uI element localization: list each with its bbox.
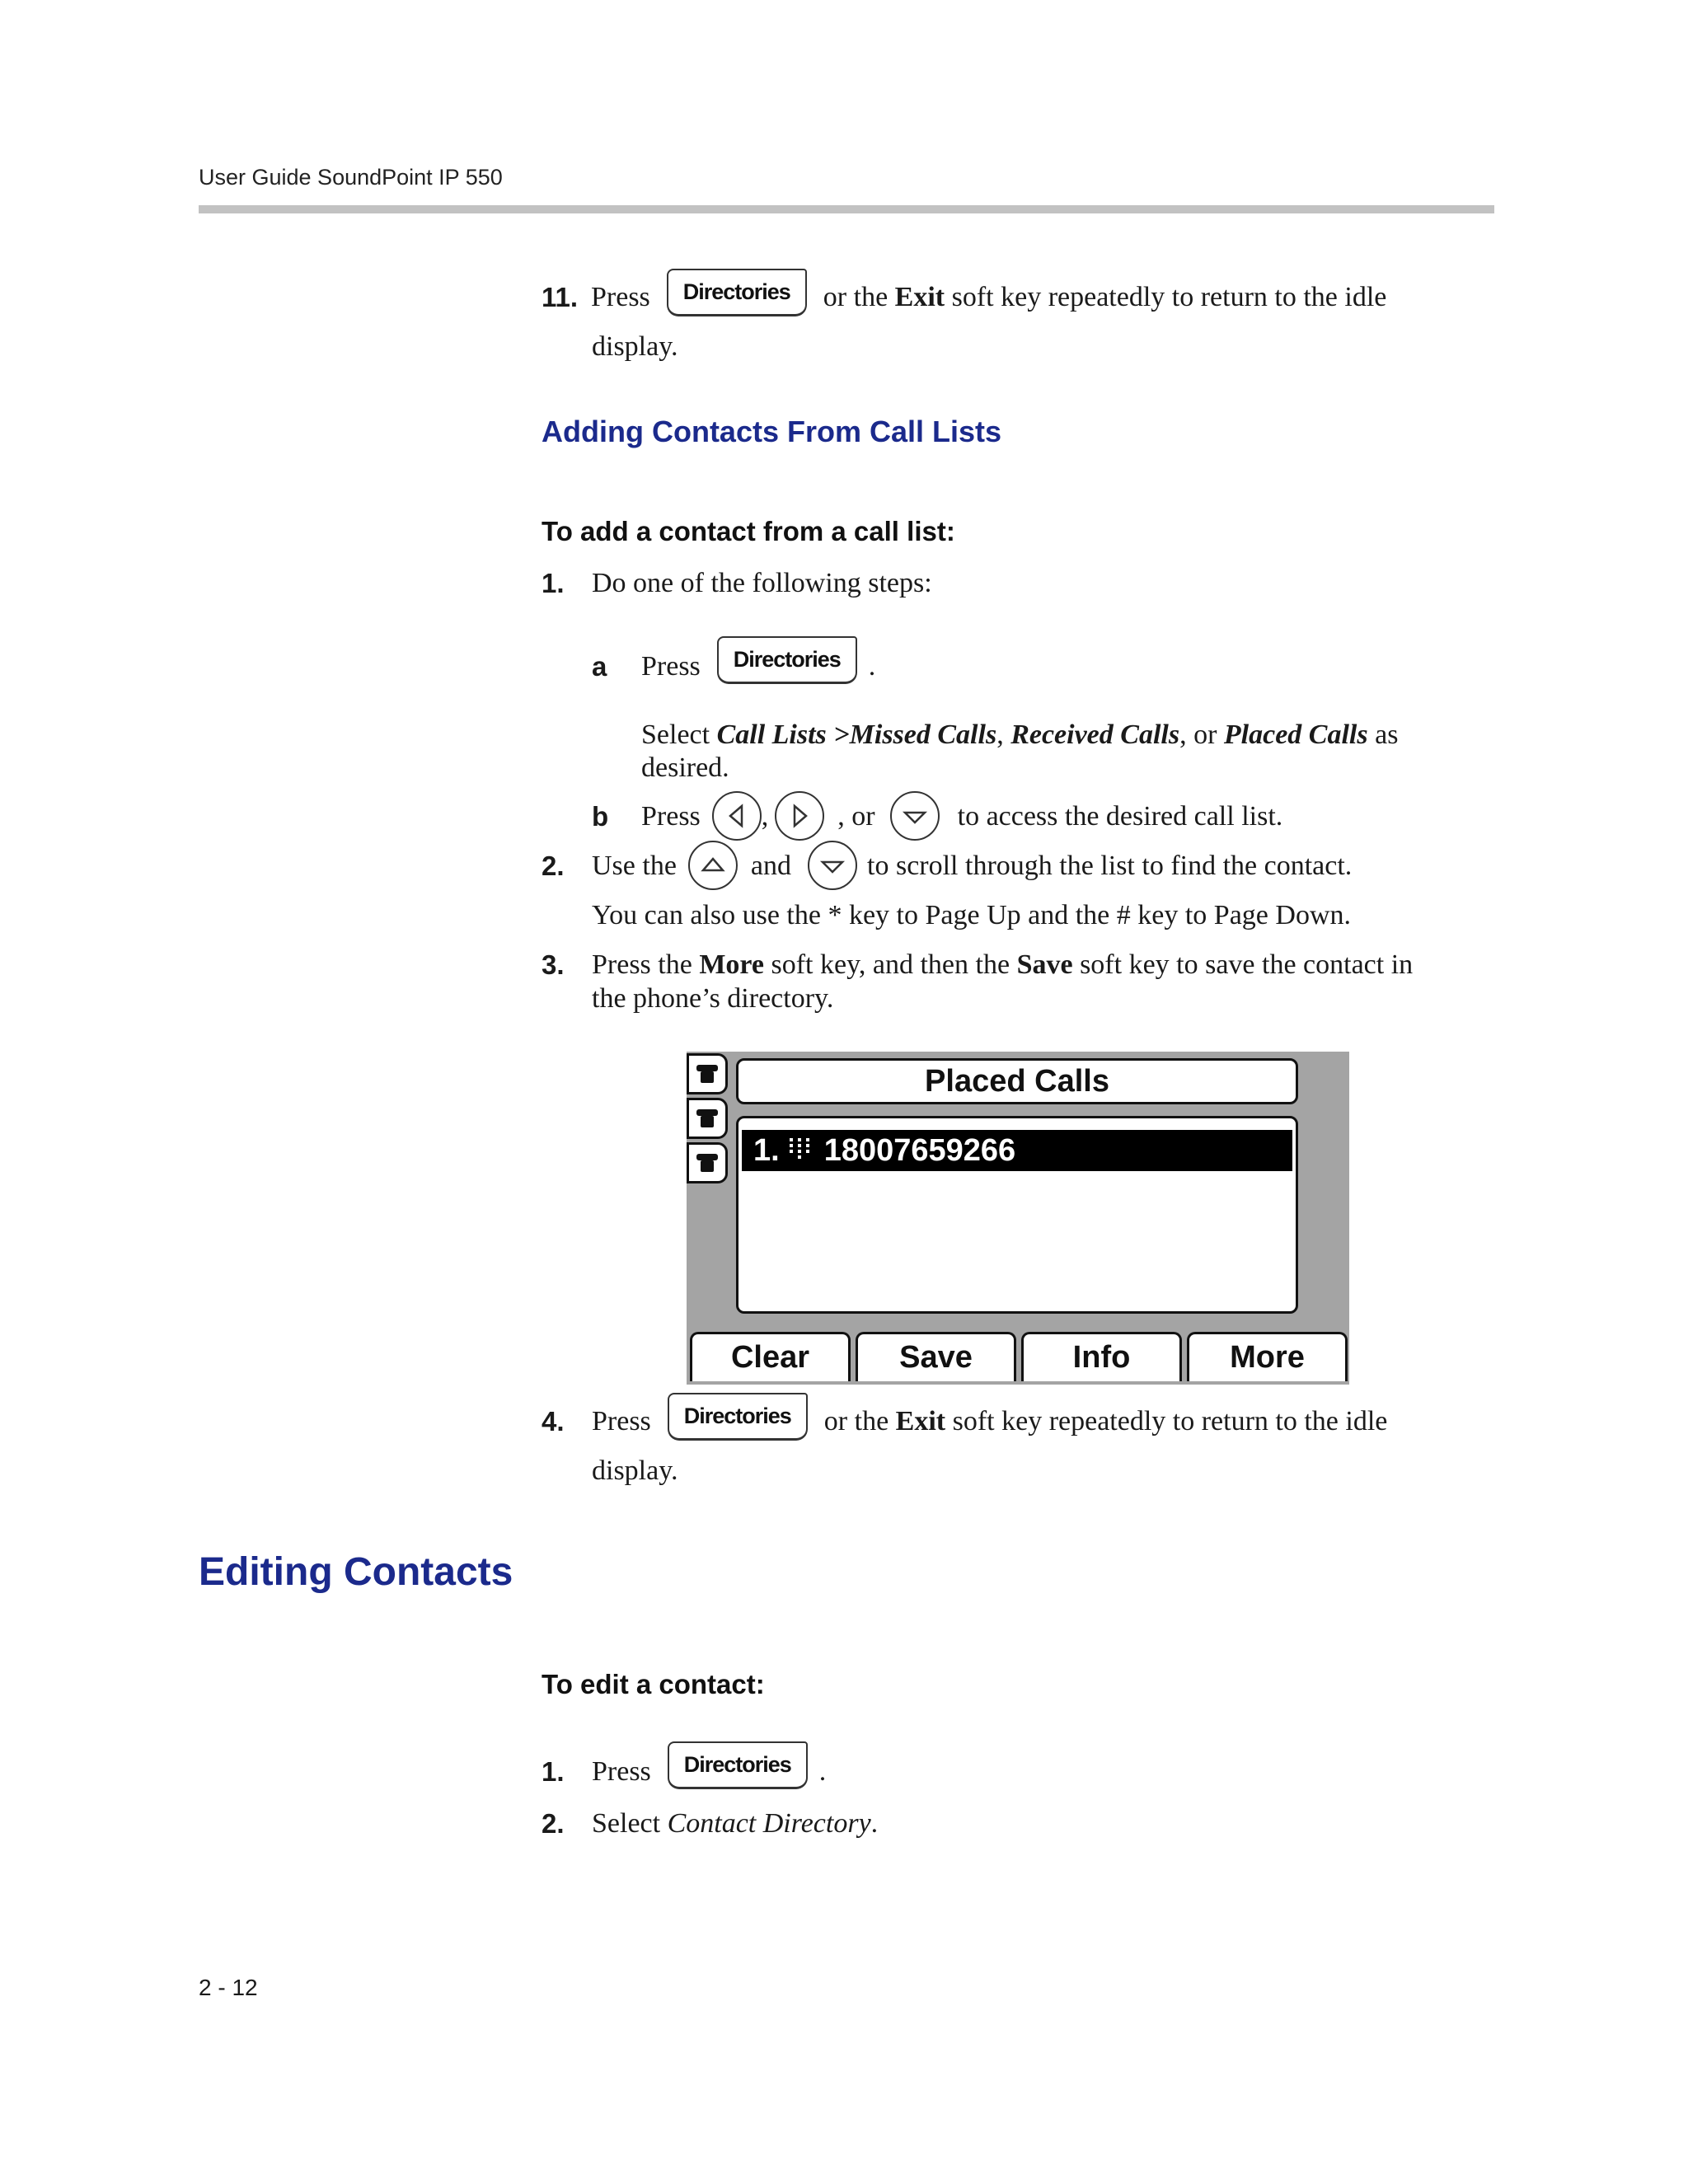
step-text: Press [641, 800, 701, 832]
step-text: Do one of the following steps: [592, 568, 932, 598]
step-text: or the [823, 281, 889, 312]
menu-item-contact-directory: Contact Directory [667, 1808, 871, 1839]
procedure-heading: To add a contact from a call list: [542, 516, 955, 546]
directories-key: Directories [668, 1393, 808, 1441]
step-text: soft key repeatedly to return to the idle [952, 1405, 1388, 1436]
phone-screen-placed-calls [687, 1052, 1349, 1385]
substep-letter: a [592, 650, 607, 682]
header-rule [199, 205, 1494, 213]
step-text: . [868, 650, 876, 682]
directories-key: Directories [667, 269, 807, 316]
menu-item-received-calls: Received Calls [1010, 719, 1180, 750]
step-text: , or [837, 800, 875, 832]
add-step-1 [542, 566, 932, 600]
list-item-index: 1. [753, 1132, 780, 1168]
step-text: soft key to save the contact in [1080, 949, 1414, 980]
step-text: to access the desired call list. [957, 800, 1283, 832]
punct: . [870, 1808, 879, 1839]
step-text: as [1375, 719, 1399, 750]
step-11-line2: display. [592, 331, 678, 362]
keypad-icon [788, 1133, 811, 1169]
add-step-3 [542, 948, 1413, 982]
punct: , [761, 800, 769, 832]
add-step-3-line2: the phone’s directory. [592, 983, 834, 1014]
add-step-4-line2: display. [592, 1455, 678, 1486]
add-step-4 [542, 1401, 1387, 1441]
step-text: Use the [592, 850, 677, 881]
punct: , [996, 719, 1004, 750]
substep-a-line2: desired. [641, 752, 729, 783]
more-softkey-label: More [699, 949, 764, 980]
save-softkey[interactable]: Save [856, 1332, 1016, 1381]
step-text: . [818, 1755, 827, 1787]
step-text: soft key, and then the [771, 949, 1010, 980]
substep-b [592, 791, 1282, 841]
step-text: Press [592, 1405, 651, 1436]
step-number: 2. [542, 850, 565, 881]
info-softkey[interactable]: Info [1021, 1332, 1182, 1381]
call-list [736, 1116, 1298, 1314]
line-key-2-phone-icon [687, 1098, 728, 1139]
more-softkey[interactable]: More [1187, 1332, 1348, 1381]
substep-a-select [641, 718, 1398, 752]
list-item-number: 18007659266 [823, 1132, 1016, 1168]
exit-softkey-label: Exit [895, 1405, 946, 1436]
line-key-3-phone-icon [687, 1142, 728, 1183]
step-text: soft key repeatedly to return to the idle [951, 281, 1387, 312]
procedure-heading: To edit a contact: [542, 1669, 765, 1699]
step-text: Press [591, 281, 650, 312]
menu-item-placed-calls: Placed Calls [1223, 719, 1368, 750]
screen-title: Placed Calls [736, 1058, 1298, 1104]
step-text: , or [1179, 719, 1217, 750]
step-text: Press [592, 1755, 651, 1787]
directories-key: Directories [668, 1741, 808, 1789]
directories-key: Directories [717, 636, 857, 684]
running-header: User Guide SoundPoint IP 550 [199, 165, 503, 190]
menu-path-call-lists: Call Lists >Missed Calls [716, 719, 997, 750]
add-step-2 [542, 841, 1352, 890]
up-arrow-key-icon [688, 841, 738, 890]
substep-a [592, 648, 875, 684]
list-item[interactable] [742, 1130, 1292, 1171]
substep-letter: b [592, 800, 609, 832]
step-number: 4. [542, 1405, 565, 1436]
section-heading-adding-contacts: Adding Contacts From Call Lists [542, 415, 1002, 448]
step-text: and [750, 850, 792, 881]
softkey-row [687, 1332, 1349, 1381]
step-text: Press the [592, 949, 692, 980]
clear-softkey[interactable]: Clear [690, 1332, 851, 1381]
exit-softkey-label: Exit [894, 281, 945, 312]
step-text: Select [592, 1808, 661, 1839]
right-arrow-key-icon [775, 791, 824, 841]
step-number: 2. [542, 1808, 565, 1839]
step-11 [542, 277, 1386, 316]
edit-step-1 [542, 1753, 826, 1789]
down-arrow-key-icon [890, 791, 940, 841]
step-number: 3. [542, 949, 565, 980]
left-arrow-key-icon [712, 791, 762, 841]
line-key-1-phone-icon [687, 1053, 728, 1094]
step-text: to scroll through the list to find the contact. [867, 850, 1353, 881]
section-title-editing-contacts: Editing Contacts [199, 1550, 513, 1594]
down-arrow-key-icon [808, 841, 857, 890]
step-text: Press [641, 650, 701, 682]
step-number: 1. [542, 1755, 565, 1787]
step-number: 1. [542, 568, 565, 598]
step-text: Select [641, 719, 710, 750]
add-step-2-note: You can also use the * key to Page Up and the # key to Page Down. [592, 900, 1352, 930]
step-number: 11. [542, 281, 579, 312]
edit-step-2 [542, 1807, 878, 1840]
page-number: 2 - 12 [199, 1975, 258, 2000]
step-text: or the [823, 1405, 889, 1436]
save-softkey-label: Save [1016, 949, 1073, 980]
